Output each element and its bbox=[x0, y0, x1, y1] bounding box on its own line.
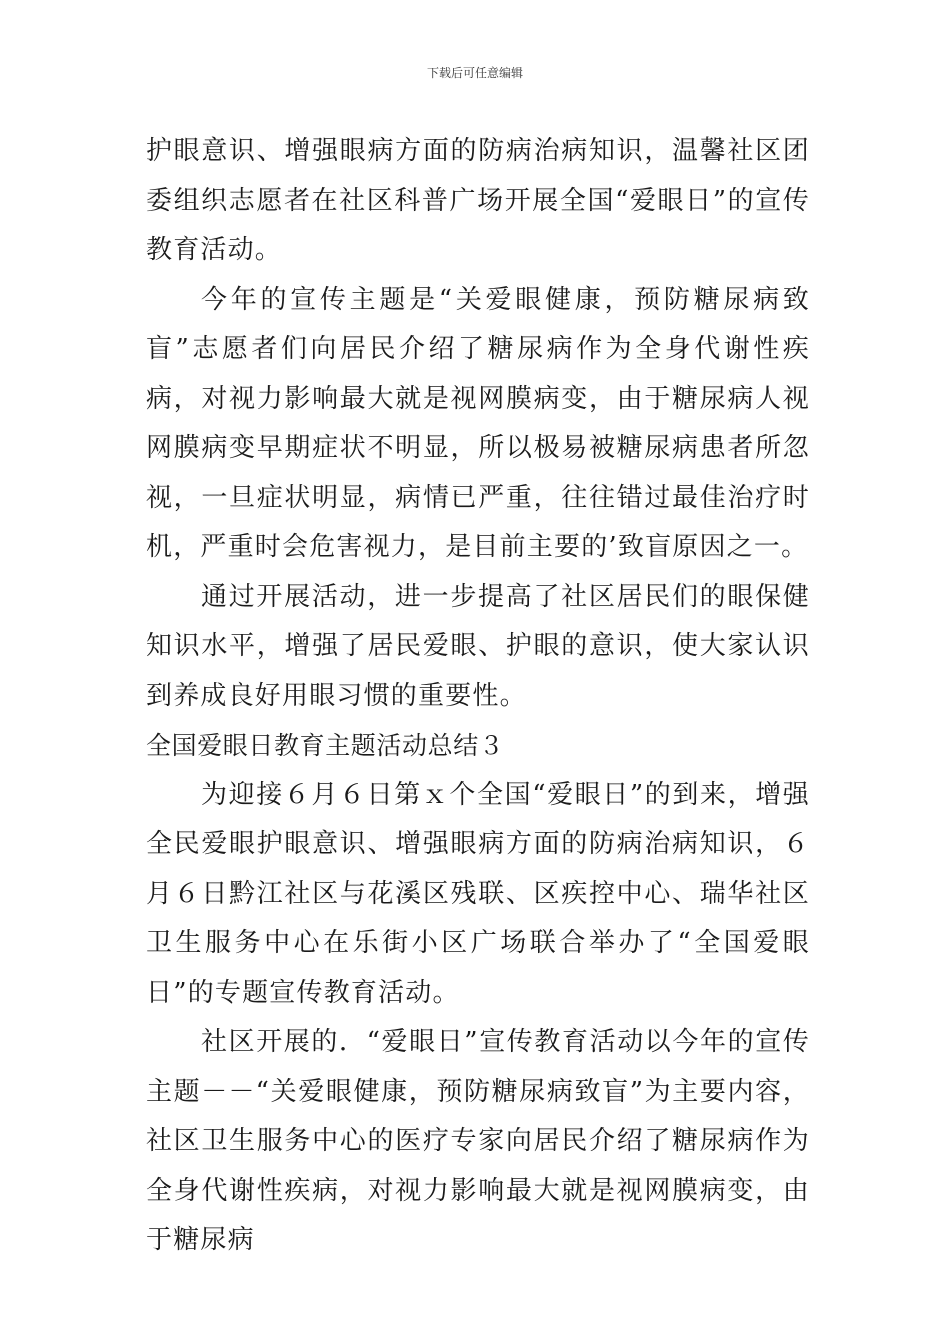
page-header-note: 下载后可任意编辑 bbox=[426, 66, 523, 80]
section-heading: 全国爱眼日教育主题活动总结３ bbox=[146, 731, 505, 760]
paragraph-4: 为迎接６月６日第ｘ个全国“爱眼日”的到来，增强全民爱眼护眼意识、增强眼病方面的防病治病知识，６月６日黔江社区与花溪区残联、区疾控中心、瑞华社区卫生服务中心在乐街小区广场联合举办了“全国爱眼日”的专题宣传教育活动。 bbox=[146, 779, 810, 1008]
paragraph-2: 今年的宣传主题是“关爱眼健康，预防糖尿病致盲”志愿者们向居民介绍了糖尿病作为全身代谢性疾病，对视力影响最大就是视网膜病变，由于糖尿病人视网膜病变早期症状不明显，所以极易被糖尿病患者所忽视，一旦症状明显，病情已严重，往往错过最佳治疗时机，严重时会危害视力，是目前主要的’致盲原因之一。 bbox=[146, 284, 810, 562]
paragraph-1: 护眼意识、增强眼病方面的防病治病知识，温馨社区团委组织志愿者在社区科普广场开展全国“爱眼日”的宣传教育活动。 bbox=[146, 136, 810, 265]
document-body bbox=[146, 127, 810, 1266]
paragraph-3: 通过开展活动，进一步提高了社区居民们的眼保健知识水平，增强了居民爱眼、护眼的意识，使大家认识到养成良好用眼习惯的重要性。 bbox=[146, 581, 810, 711]
paragraph-5: 社区开展的．“爱眼日”宣传教育活动以今年的宣传主题－－“关爱眼健康，预防糖尿病致盲”为主要内容，社区卫生服务中心的医疗专家向居民介绍了糖尿病作为全身代谢性疾病，对视力影响最大就是视网膜病变，由于糖尿病 bbox=[146, 1027, 810, 1255]
